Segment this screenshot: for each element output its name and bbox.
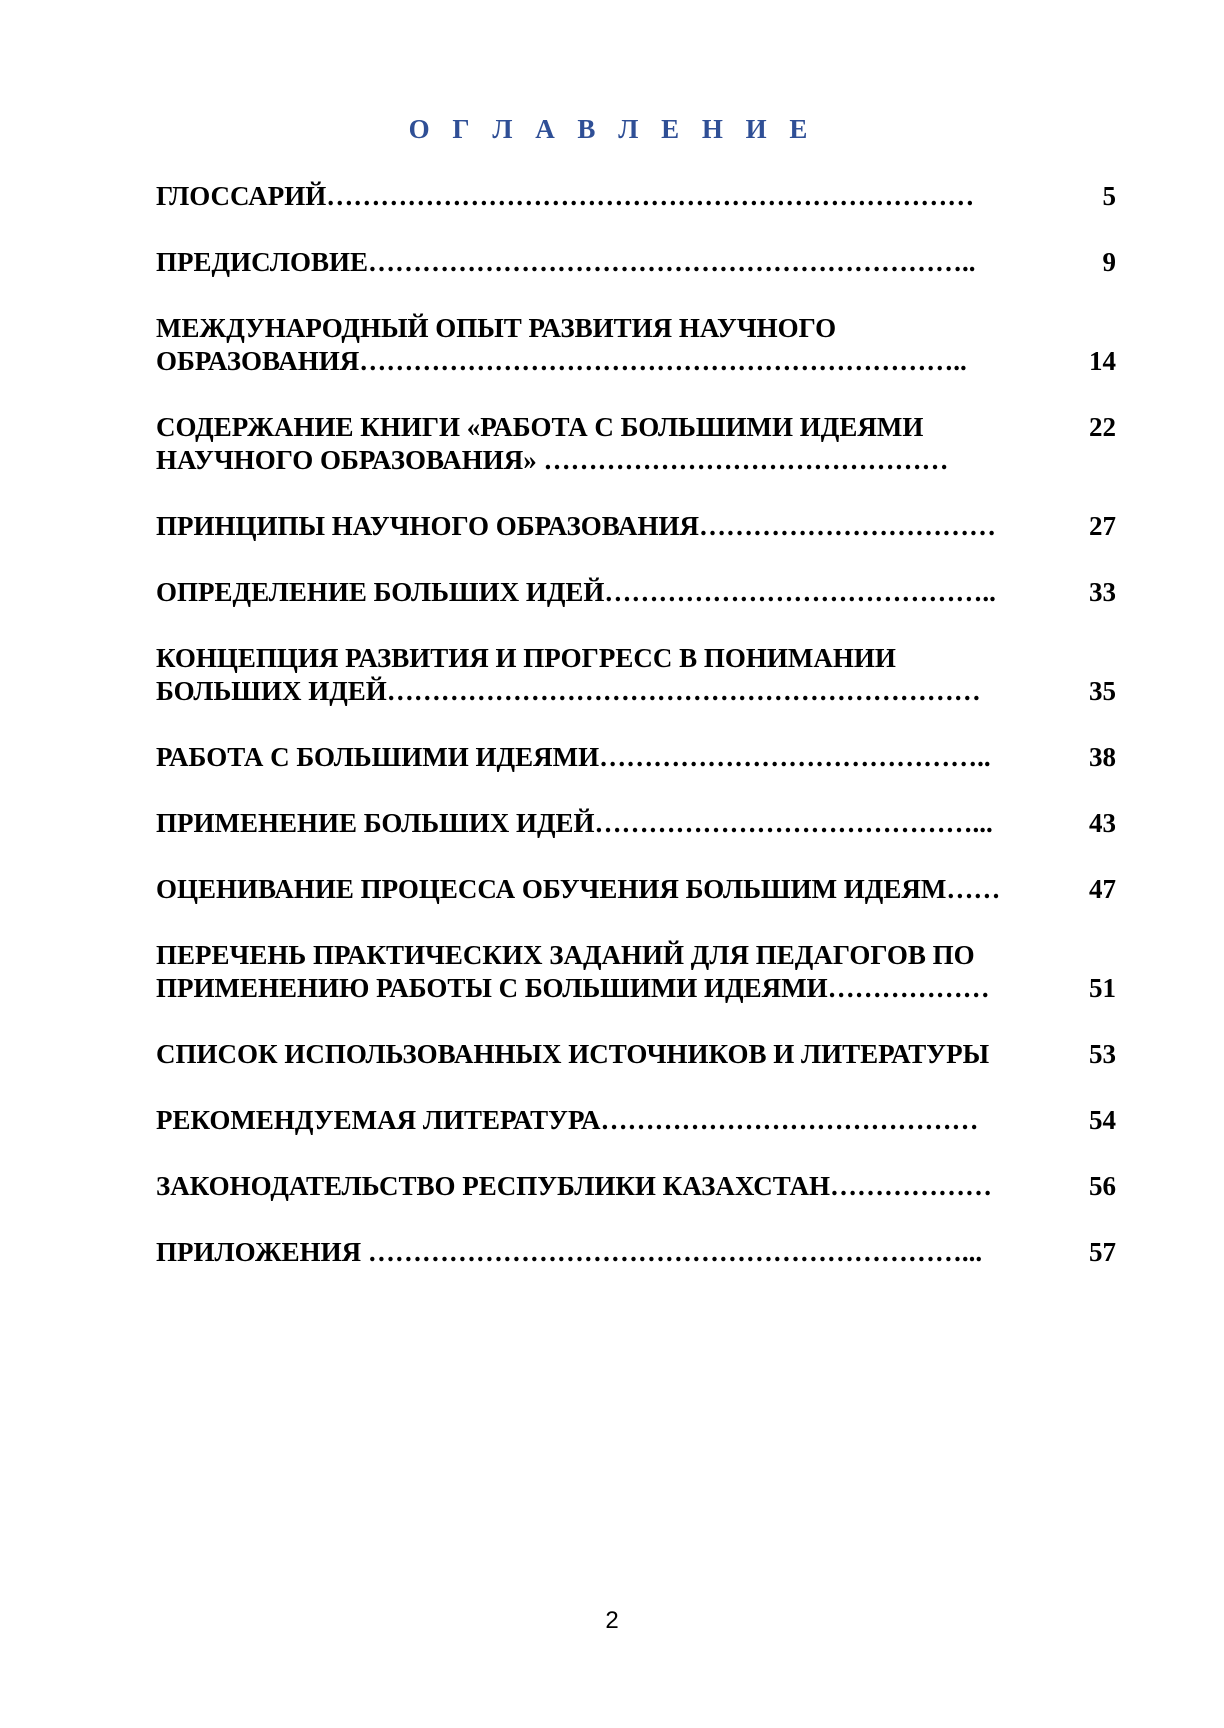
toc-entry-title: ПЕРЕЧЕНЬ ПРАКТИЧЕСКИХ ЗАДАНИЙ ДЛЯ ПЕДАГОГОВ ПО ПРИМЕНЕНИЮ РАБОТЫ С БОЛЬШИМИ ИДЕЯМИ……………… — [156, 940, 990, 1003]
toc-entry-page: 47 — [1089, 874, 1116, 904]
toc-entry-page: 27 — [1089, 511, 1116, 541]
toc-entry-title: МЕЖДУНАРОДНЫЙ ОПЫТ РАЗВИТИЯ НАУЧНОГО ОБРАЗОВАНИЯ………………………………………………………….. — [156, 313, 967, 376]
toc-entry-recommended-literature[interactable] — [156, 1104, 1116, 1137]
toc-entry-page: 14 — [1089, 346, 1116, 376]
toc-entry-title: ПРИЛОЖЕНИЯ …………………………………………………………... — [156, 1237, 983, 1267]
toc-entry-legislation[interactable] — [156, 1170, 1116, 1203]
toc-entry-title: СОДЕРЖАНИЕ КНИГИ «РАБОТА С БОЛЬШИМИ ИДЕЯМИ НАУЧНОГО ОБРАЗОВАНИЯ» ……………………………………… — [156, 412, 949, 475]
toc-entry-working-with-big-ideas[interactable] — [156, 741, 1116, 774]
toc-entry-title: ГЛОССАРИЙ……………………………………………………………… — [156, 181, 975, 211]
toc-entry-development-concept[interactable] — [156, 642, 1116, 708]
toc-entry-title: ОПРЕДЕЛЕНИЕ БОЛЬШИХ ИДЕЙ…………………………………….. — [156, 577, 996, 607]
toc-entry-page: 22 — [1089, 412, 1116, 442]
toc-entry-page: 38 — [1089, 742, 1116, 772]
toc-entry-international-experience[interactable] — [156, 312, 1116, 378]
toc-entry-appendices[interactable] — [156, 1236, 1116, 1269]
toc-entry-page: 35 — [1089, 676, 1116, 706]
toc-entry-principles[interactable] — [156, 510, 1116, 543]
toc-entry-title: ЗАКОНОДАТЕЛЬСТВО РЕСПУБЛИКИ КАЗАХСТАН……………… — [156, 1171, 992, 1201]
toc-entry-preface[interactable] — [156, 246, 1116, 279]
toc-entry-title: ПРИМЕНЕНИЕ БОЛЬШИХ ИДЕЙ……………………………………... — [156, 808, 993, 838]
toc-entry-big-ideas-definition[interactable] — [156, 576, 1116, 609]
toc-entry-practical-tasks[interactable] — [156, 939, 1116, 1005]
toc-entry-title: ПРИНЦИПЫ НАУЧНОГО ОБРАЗОВАНИЯ…………………………… — [156, 511, 997, 541]
toc-entry-sources[interactable] — [156, 1038, 1116, 1071]
toc-entry-page: 54 — [1089, 1105, 1116, 1135]
toc-entry-title: СПИСОК ИСПОЛЬЗОВАННЫХ ИСТОЧНИКОВ И ЛИТЕРАТУРЫ — [156, 1039, 990, 1069]
toc-entry-applying-big-ideas[interactable] — [156, 807, 1116, 840]
toc-entry-title: ОЦЕНИВАНИЕ ПРОЦЕССА ОБУЧЕНИЯ БОЛЬШИМ ИДЕЯМ…… — [156, 874, 1001, 904]
toc-entry-page: 33 — [1089, 577, 1116, 607]
toc-entry-page: 5 — [1102, 181, 1116, 211]
toc-entry-title: РАБОТА С БОЛЬШИМИ ИДЕЯМИ…………………………………….. — [156, 742, 991, 772]
toc-entry-title: КОНЦЕПЦИЯ РАЗВИТИЯ И ПРОГРЕСС В ПОНИМАНИИ БОЛЬШИХ ИДЕЙ………………………………………………………… — [156, 643, 981, 706]
toc-entry-page: 43 — [1089, 808, 1116, 838]
page-number: 2 — [605, 1607, 619, 1634]
toc-entry-title: ПРЕДИСЛОВИЕ………………………………………………………….. — [156, 247, 976, 277]
toc-entry-glossary[interactable] — [156, 180, 1116, 213]
toc-entry-assessment[interactable] — [156, 873, 1116, 906]
toc-entry-title: РЕКОМЕНДУЕМАЯ ЛИТЕРАТУРА…………………………………… — [156, 1105, 979, 1135]
toc-entry-page: 53 — [1089, 1039, 1116, 1069]
toc-entry-page: 57 — [1089, 1237, 1116, 1267]
toc-entry-page: 9 — [1102, 247, 1116, 277]
toc-entry-page: 51 — [1089, 973, 1116, 1003]
toc-entry-book-content[interactable] — [156, 411, 1116, 477]
toc-entry-page: 56 — [1089, 1171, 1116, 1201]
toc-title: О Г Л А В Л Е Н И Е — [408, 114, 816, 144]
